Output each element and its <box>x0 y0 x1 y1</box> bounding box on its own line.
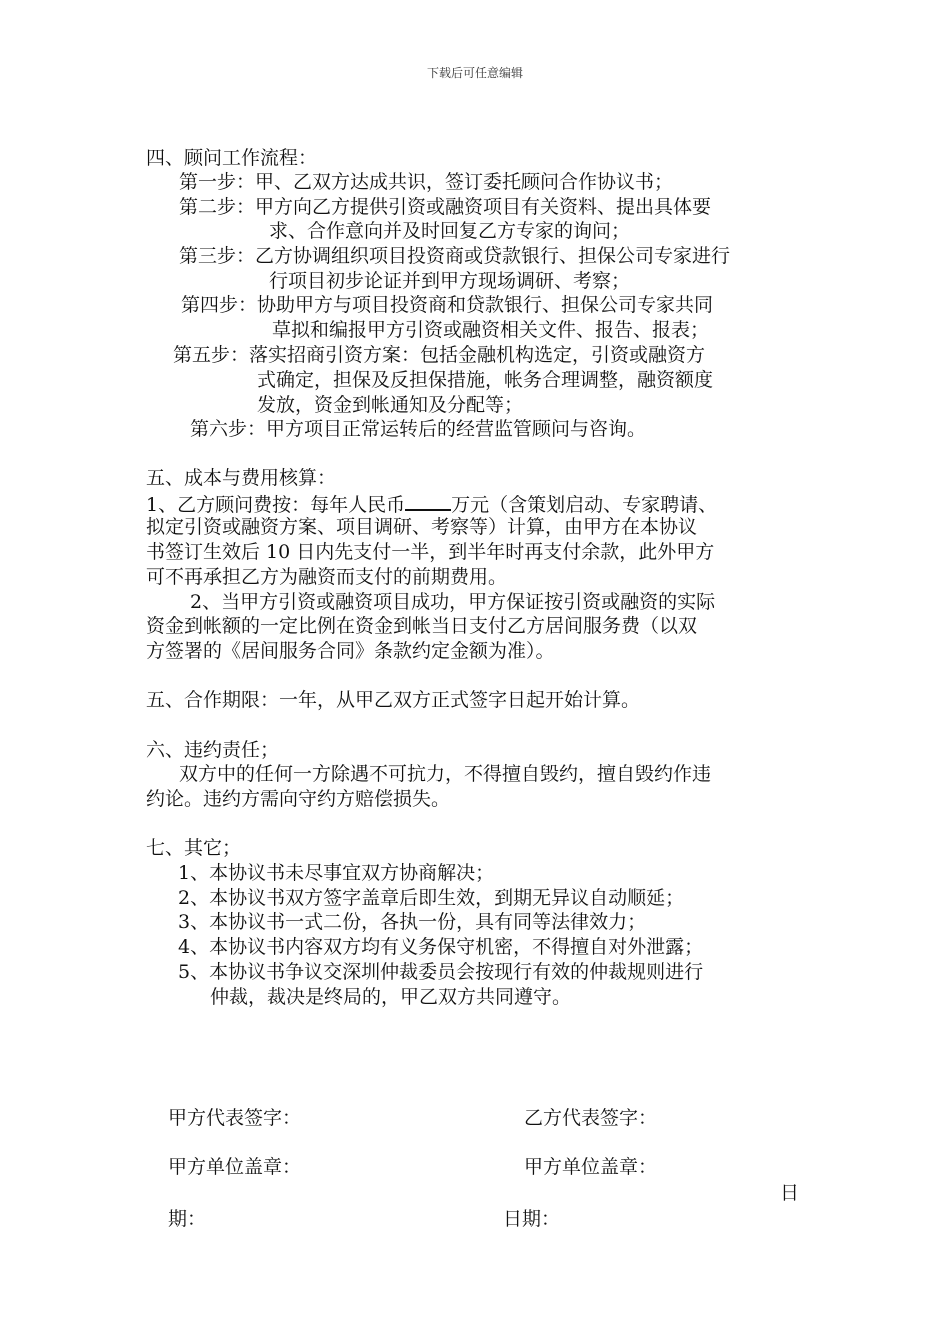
list-item: 2、本协议书双方签字盖章后即生效，到期无异议自动顺延； <box>178 887 685 909</box>
step-line: 第二步：甲方向乙方提供引资或融资项目有关资料、提出具体要 <box>179 196 712 218</box>
list-item: 1、本协议书未尽事宜双方协商解决； <box>178 862 495 884</box>
section-title: 七、其它； <box>146 837 242 859</box>
section-title: 五、成本与费用核算： <box>146 467 337 489</box>
list-item: 4、本协议书内容双方均有义务保守机密，不得擅自对外泄露； <box>178 936 704 958</box>
date-char: 日 <box>780 1182 800 1204</box>
list-item: 仲裁，裁决是终局的，甲乙双方共同遵守。 <box>210 986 572 1008</box>
step-line: 第五步：落实招商引资方案：包括金融机构选定，引资或融资方 <box>173 344 706 366</box>
step-line: 草拟和编报甲方引资或融资相关文件、报告、报表； <box>272 319 710 341</box>
step-line: 发放，资金到帐通知及分配等； <box>257 394 524 416</box>
party-b-date-label: 日期： <box>503 1208 561 1230</box>
list-item: 3、本协议书一式二份，各执一份，具有同等法律效力； <box>178 911 647 933</box>
term-line: 五、合作期限：一年，从甲乙双方正式签字日起开始计算。 <box>146 689 641 711</box>
paragraph-line <box>146 491 717 517</box>
paragraph-line: 书签订生效后 10 日内先支付一半，到半年时再支付余款，此外甲方 <box>146 541 715 563</box>
fee-text-a: 1、乙方顾问费按：每年人民币 <box>146 494 406 516</box>
paragraph-line: 可不再承担乙方为融资而支付的前期费用。 <box>146 566 508 588</box>
step-line: 求、合作意向并及时回复乙方专家的询问； <box>269 220 631 242</box>
step-line: 行项目初步论证并到甲方现场调研、考察； <box>269 270 631 292</box>
paragraph-line: 双方中的任何一方除遇不可抗力，不得擅自毁约，擅自毁约作违 <box>179 763 712 785</box>
paragraph-line: 资金到帐额的一定比例在资金到帐当日支付乙方居间服务费（以双 <box>146 615 698 637</box>
step-line: 第六步：甲方项目正常运转后的经营监管顾问与咨询。 <box>190 418 647 440</box>
paragraph-line: 约论。违约方需向守约方赔偿损失。 <box>146 788 451 810</box>
amount-blank <box>405 491 451 511</box>
list-item: 5、本协议书争议交深圳仲裁委员会按现行有效的仲裁规则进行 <box>178 961 704 983</box>
step-line: 第一步：甲、乙双方达成共识，签订委托顾问合作协议书； <box>179 171 674 193</box>
step-line: 式确定，担保及反担保措施，帐务合理调整，融资额度 <box>257 369 714 391</box>
step-line: 第四步：协助甲方与项目投资商和贷款银行、担保公司专家共同 <box>181 294 714 316</box>
paragraph-line: 2、当甲方引资或融资项目成功，甲方保证按引资或融资的实际 <box>190 591 716 613</box>
step-line: 第三步：乙方协调组织项目投资商或贷款银行、担保公司专家进行 <box>179 245 731 267</box>
party-a-date-label: 期： <box>168 1208 207 1230</box>
party-a-seal-label: 甲方单位盖章： <box>168 1156 302 1178</box>
party-b-signature-label: 乙方代表签字： <box>524 1107 658 1129</box>
party-a-signature-label: 甲方代表签字： <box>168 1107 302 1129</box>
paragraph-line: 方签署的《居间服务合同》条款约定金额为准）。 <box>146 640 555 662</box>
paragraph-line: 拟定引资或融资方案、项目调研、考察等）计算，由甲方在本协议 <box>146 516 698 538</box>
fee-text-b: 万元（含策划启动、专家聘请、 <box>451 494 718 516</box>
party-b-seal-label: 甲方单位盖章： <box>524 1156 658 1178</box>
page-header: 下载后可任意编辑 <box>426 66 523 80</box>
section-title: 六、违约责任； <box>146 739 280 761</box>
section-title: 四、顾问工作流程： <box>146 147 318 169</box>
